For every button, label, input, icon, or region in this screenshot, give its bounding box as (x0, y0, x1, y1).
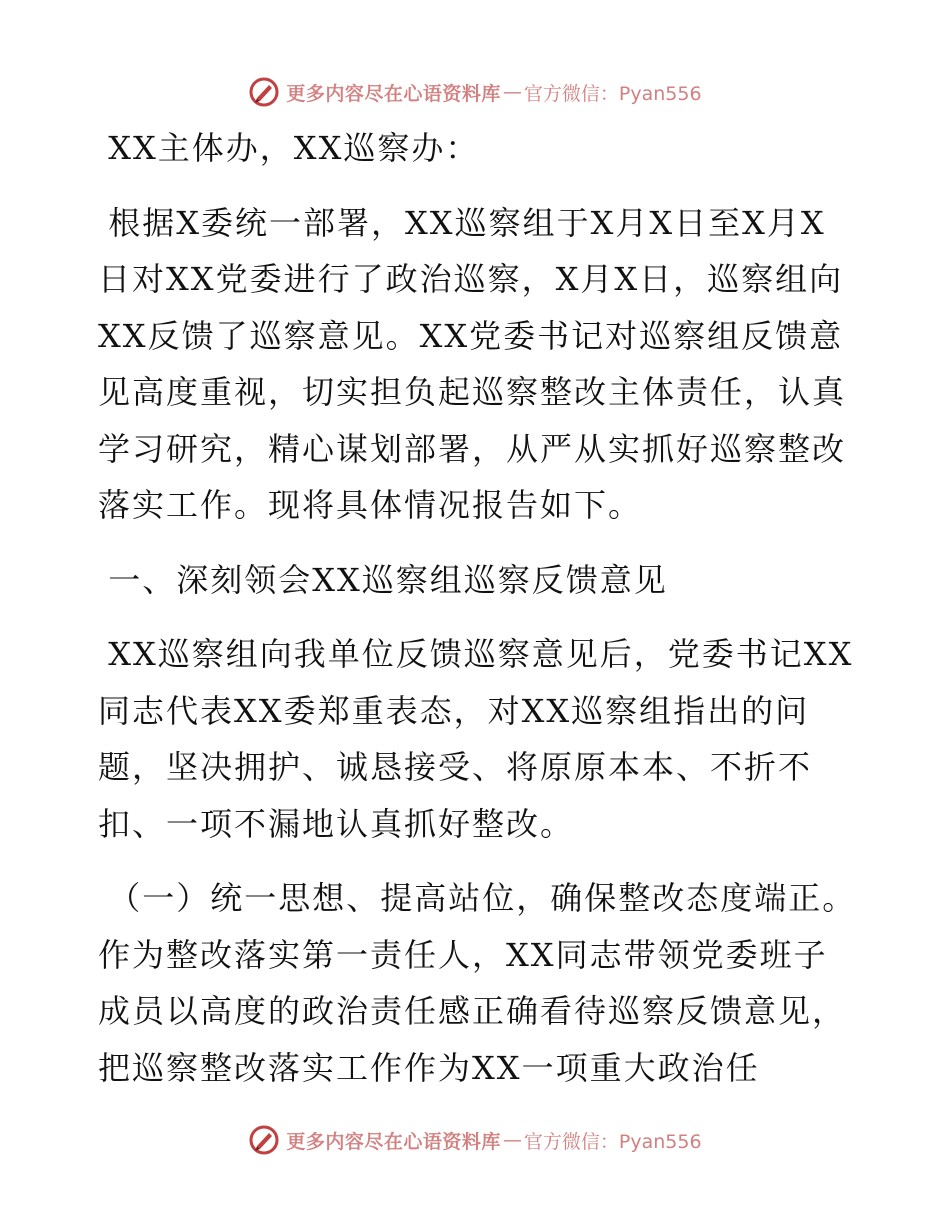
header-watermark (0, 72, 950, 112)
watermark-dash: — (502, 1129, 522, 1151)
salutation: XX主体办，XX巡察办： (108, 129, 480, 167)
paragraph-feedback: XX巡察组向我单位反馈巡察意见后，党委书记XX同志代表XX委郑重表态，对XX巡察组指出的问题，坚决拥护、诚恳接受、将原原本本、不折不扣、一项不漏地认真抓好整改。 (98, 635, 854, 843)
watermark-brand-text: 更多内容尽在心语资料库 (286, 1130, 501, 1153)
pen-heart-logo-icon (248, 1124, 280, 1156)
pen-heart-logo-icon (248, 76, 280, 108)
section-heading-1: 一、深刻领会XX巡察组巡察反馈意见 (108, 560, 668, 599)
watermark-dash: — (502, 81, 522, 103)
watermark-brand-text: 更多内容尽在心语资料库 (286, 82, 501, 105)
watermark-official-text: 官方微信：Pyan556 (523, 82, 702, 105)
footer-watermark (0, 1120, 950, 1160)
document-body (98, 120, 858, 1096)
watermark-official-text: 官方微信：Pyan556 (523, 1130, 702, 1153)
paragraph-subsection-1: （一）统一思想、提高站位，确保整改态度端正。作为整改落实第一责任人，XX同志带领党委班子成员以高度的政治责任感正确看待巡察反馈意见，把巡察整改落实工作作为XX一项重大政治任 (98, 879, 857, 1087)
paragraph-intro: 根据X委统一部署，XX巡察组于X月X日至X月X日对XX党委进行了政治巡察，X月X日，巡察组向XX反馈了巡察意见。XX党委书记对巡察组反馈意见高度重视，切实担负起巡察整改主体责任，认真学习研究，精心谋划部署，从严从实抓好巡察整改落实工作。现将具体情况报告如下。 (98, 203, 847, 524)
